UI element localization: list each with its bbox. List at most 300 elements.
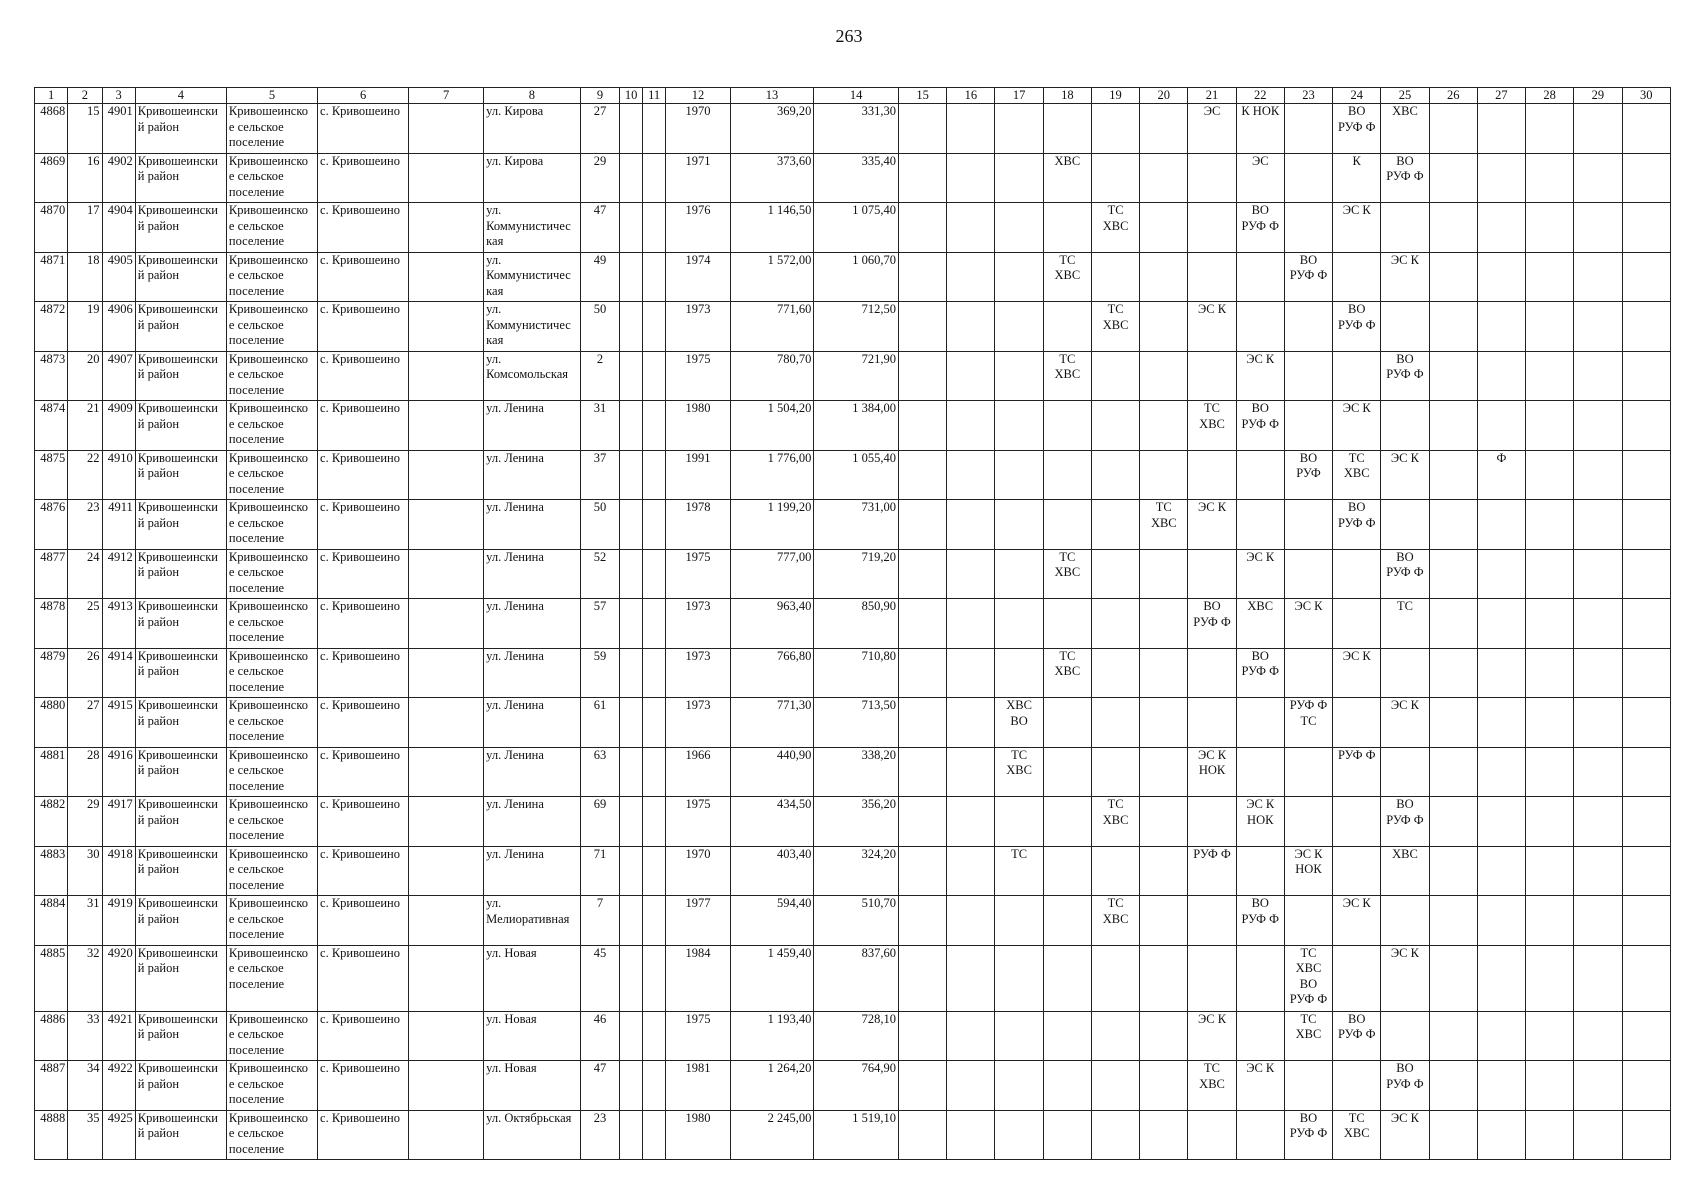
- table-row: [35, 351, 1671, 401]
- cell-col-15: [899, 747, 947, 797]
- cell-col-30: [1622, 1011, 1670, 1061]
- cell-col-13: 780,70: [730, 351, 814, 401]
- cell-col-28: [1526, 648, 1574, 698]
- column-header-29: 29: [1574, 88, 1622, 104]
- cell-col-20: [1140, 896, 1188, 946]
- cell-col-8: ул. Новая: [484, 1011, 580, 1061]
- cell-col-11: [642, 1110, 666, 1160]
- cell-col-30: [1622, 401, 1670, 451]
- cell-col-9: 7: [580, 896, 620, 946]
- cell-col-4: Кривошеински й район: [135, 252, 226, 302]
- cell-col-26: [1429, 549, 1477, 599]
- column-header-17: 17: [995, 88, 1043, 104]
- cell-col-21: [1188, 648, 1236, 698]
- cell-col-29: [1574, 1110, 1622, 1160]
- cell-col-8: ул. Ленина: [484, 500, 580, 550]
- cell-col-13: 2 245,00: [730, 1110, 814, 1160]
- cell-col-3: 4922: [102, 1061, 135, 1111]
- cell-col-26: [1429, 896, 1477, 946]
- cell-col-22: [1236, 1110, 1284, 1160]
- cell-col-8: ул. Октябрьская: [484, 1110, 580, 1160]
- cell-col-18: [1043, 401, 1091, 451]
- cell-col-22: [1236, 698, 1284, 748]
- cell-col-4: Кривошеински й район: [135, 846, 226, 896]
- cell-col-28: [1526, 1061, 1574, 1111]
- cell-col-14: 338,20: [814, 747, 899, 797]
- cell-col-4: Кривошеински й район: [135, 549, 226, 599]
- cell-col-20: [1140, 1061, 1188, 1111]
- cell-col-9: 27: [580, 104, 620, 154]
- cell-col-2: 22: [68, 450, 102, 500]
- table-row: [35, 203, 1671, 253]
- cell-col-4: Кривошеински й район: [135, 203, 226, 253]
- cell-col-7: [409, 599, 484, 649]
- cell-col-8: ул. Ленина: [484, 401, 580, 451]
- cell-col-18: [1043, 302, 1091, 352]
- cell-col-27: [1477, 846, 1525, 896]
- table-row: [35, 747, 1671, 797]
- cell-col-1: 4886: [35, 1011, 68, 1061]
- cell-col-22: ЭС К: [1236, 1061, 1284, 1111]
- cell-col-23: [1284, 104, 1332, 154]
- cell-col-22: ВО РУФ Ф: [1236, 896, 1284, 946]
- cell-col-23: [1284, 549, 1332, 599]
- column-header-6: 6: [318, 88, 409, 104]
- cell-col-28: [1526, 797, 1574, 847]
- cell-col-16: [947, 1061, 995, 1111]
- cell-col-28: [1526, 1110, 1574, 1160]
- cell-col-8: ул. Новая: [484, 1061, 580, 1111]
- cell-col-3: 4911: [102, 500, 135, 550]
- cell-col-15: [899, 401, 947, 451]
- cell-col-5: Кривошеинско е сельское поселение: [226, 599, 317, 649]
- cell-col-5: Кривошеинско е сельское поселение: [226, 1061, 317, 1111]
- cell-col-29: [1574, 203, 1622, 253]
- cell-col-6: с. Кривошеино: [318, 302, 409, 352]
- cell-col-26: [1429, 698, 1477, 748]
- cell-col-26: [1429, 1061, 1477, 1111]
- cell-col-28: [1526, 500, 1574, 550]
- cell-col-7: [409, 846, 484, 896]
- cell-col-7: [409, 648, 484, 698]
- cell-col-23: ТС ХВС: [1284, 1011, 1332, 1061]
- cell-col-21: ТС ХВС: [1188, 401, 1236, 451]
- table-row: [35, 252, 1671, 302]
- cell-col-18: [1043, 945, 1091, 1011]
- cell-col-23: ВО РУФ: [1284, 450, 1332, 500]
- cell-col-9: 63: [580, 747, 620, 797]
- cell-col-3: 4914: [102, 648, 135, 698]
- cell-col-13: 1 199,20: [730, 500, 814, 550]
- cell-col-24: РУФ Ф: [1333, 747, 1381, 797]
- cell-col-20: [1140, 1110, 1188, 1160]
- cell-col-12: 1981: [666, 1061, 730, 1111]
- cell-col-17: [995, 203, 1043, 253]
- cell-col-4: Кривошеински й район: [135, 351, 226, 401]
- cell-col-30: [1622, 351, 1670, 401]
- cell-col-6: с. Кривошеино: [318, 401, 409, 451]
- cell-col-28: [1526, 945, 1574, 1011]
- cell-col-7: [409, 747, 484, 797]
- cell-col-7: [409, 1110, 484, 1160]
- cell-col-27: [1477, 797, 1525, 847]
- cell-col-16: [947, 797, 995, 847]
- cell-col-28: [1526, 1011, 1574, 1061]
- cell-col-25: ЭС К: [1381, 698, 1429, 748]
- cell-col-13: 1 264,20: [730, 1061, 814, 1111]
- cell-col-17: [995, 153, 1043, 203]
- cell-col-20: [1140, 351, 1188, 401]
- cell-col-9: 2: [580, 351, 620, 401]
- cell-col-17: [995, 599, 1043, 649]
- cell-col-2: 33: [68, 1011, 102, 1061]
- cell-col-10: [620, 945, 643, 1011]
- cell-col-8: ул. Коммунистичес кая: [484, 252, 580, 302]
- cell-col-27: [1477, 252, 1525, 302]
- cell-col-21: [1188, 450, 1236, 500]
- cell-col-9: 46: [580, 1011, 620, 1061]
- cell-col-18: ХВС: [1043, 153, 1091, 203]
- cell-col-16: [947, 401, 995, 451]
- cell-col-1: 4870: [35, 203, 68, 253]
- cell-col-13: 369,20: [730, 104, 814, 154]
- cell-col-13: 434,50: [730, 797, 814, 847]
- cell-col-4: Кривошеински й район: [135, 698, 226, 748]
- cell-col-18: ТС ХВС: [1043, 252, 1091, 302]
- cell-col-27: [1477, 747, 1525, 797]
- cell-col-14: 713,50: [814, 698, 899, 748]
- cell-col-19: [1091, 945, 1139, 1011]
- cell-col-26: [1429, 401, 1477, 451]
- cell-col-10: [620, 252, 643, 302]
- cell-col-2: 24: [68, 549, 102, 599]
- table-row: [35, 1061, 1671, 1111]
- cell-col-7: [409, 252, 484, 302]
- cell-col-23: РУФ Ф ТС: [1284, 698, 1332, 748]
- cell-col-21: [1188, 945, 1236, 1011]
- cell-col-2: 31: [68, 896, 102, 946]
- cell-col-26: [1429, 153, 1477, 203]
- cell-col-12: 1973: [666, 599, 730, 649]
- cell-col-30: [1622, 153, 1670, 203]
- cell-col-23: [1284, 351, 1332, 401]
- cell-col-28: [1526, 153, 1574, 203]
- cell-col-28: [1526, 599, 1574, 649]
- cell-col-30: [1622, 648, 1670, 698]
- cell-col-22: [1236, 500, 1284, 550]
- cell-col-3: 4906: [102, 302, 135, 352]
- cell-col-18: [1043, 1011, 1091, 1061]
- cell-col-3: 4916: [102, 747, 135, 797]
- cell-col-11: [642, 104, 666, 154]
- cell-col-8: ул. Комсомольская: [484, 351, 580, 401]
- cell-col-5: Кривошеинско е сельское поселение: [226, 450, 317, 500]
- cell-col-18: [1043, 599, 1091, 649]
- cell-col-6: с. Кривошеино: [318, 945, 409, 1011]
- cell-col-12: 1973: [666, 648, 730, 698]
- table-row: [35, 500, 1671, 550]
- cell-col-16: [947, 549, 995, 599]
- cell-col-24: ВО РУФ Ф: [1333, 1011, 1381, 1061]
- table-row: [35, 945, 1671, 1011]
- cell-col-29: [1574, 698, 1622, 748]
- cell-col-7: [409, 302, 484, 352]
- cell-col-21: ЭС: [1188, 104, 1236, 154]
- cell-col-24: ЭС К: [1333, 896, 1381, 946]
- cell-col-7: [409, 401, 484, 451]
- cell-col-17: [995, 1110, 1043, 1160]
- cell-col-15: [899, 203, 947, 253]
- cell-col-11: [642, 450, 666, 500]
- cell-col-24: [1333, 599, 1381, 649]
- cell-col-21: [1188, 153, 1236, 203]
- cell-col-1: 4880: [35, 698, 68, 748]
- cell-col-30: [1622, 203, 1670, 253]
- cell-col-3: 4919: [102, 896, 135, 946]
- cell-col-13: 963,40: [730, 599, 814, 649]
- cell-col-11: [642, 351, 666, 401]
- cell-col-24: ЭС К: [1333, 203, 1381, 253]
- cell-col-17: [995, 549, 1043, 599]
- cell-col-2: 17: [68, 203, 102, 253]
- cell-col-9: 50: [580, 500, 620, 550]
- cell-col-19: [1091, 401, 1139, 451]
- cell-col-8: ул. Коммунистичес кая: [484, 203, 580, 253]
- cell-col-29: [1574, 648, 1622, 698]
- column-header-18: 18: [1043, 88, 1091, 104]
- cell-col-9: 57: [580, 599, 620, 649]
- cell-col-6: с. Кривошеино: [318, 252, 409, 302]
- cell-col-11: [642, 302, 666, 352]
- cell-col-29: [1574, 104, 1622, 154]
- cell-col-6: с. Кривошеино: [318, 1110, 409, 1160]
- cell-col-26: [1429, 500, 1477, 550]
- cell-col-17: ТС ХВС: [995, 747, 1043, 797]
- cell-col-30: [1622, 252, 1670, 302]
- cell-col-25: [1381, 401, 1429, 451]
- cell-col-4: Кривошеински й район: [135, 797, 226, 847]
- cell-col-29: [1574, 945, 1622, 1011]
- cell-col-17: [995, 797, 1043, 847]
- cell-col-6: с. Кривошеино: [318, 648, 409, 698]
- column-header-20: 20: [1140, 88, 1188, 104]
- cell-col-15: [899, 104, 947, 154]
- cell-col-22: ХВС: [1236, 599, 1284, 649]
- cell-col-6: с. Кривошеино: [318, 896, 409, 946]
- cell-col-9: 29: [580, 153, 620, 203]
- cell-col-15: [899, 648, 947, 698]
- column-header-4: 4: [135, 88, 226, 104]
- cell-col-30: [1622, 599, 1670, 649]
- cell-col-6: с. Кривошеино: [318, 500, 409, 550]
- cell-col-18: [1043, 500, 1091, 550]
- cell-col-8: ул. Ленина: [484, 549, 580, 599]
- cell-col-24: ТС ХВС: [1333, 1110, 1381, 1160]
- cell-col-26: [1429, 945, 1477, 1011]
- cell-col-22: ЭС К НОК: [1236, 797, 1284, 847]
- cell-col-2: 16: [68, 153, 102, 203]
- cell-col-9: 23: [580, 1110, 620, 1160]
- cell-col-12: 1974: [666, 252, 730, 302]
- cell-col-2: 27: [68, 698, 102, 748]
- table-row: [35, 698, 1671, 748]
- cell-col-2: 15: [68, 104, 102, 154]
- cell-col-12: 1970: [666, 104, 730, 154]
- cell-col-24: [1333, 945, 1381, 1011]
- cell-col-26: [1429, 104, 1477, 154]
- cell-col-2: 34: [68, 1061, 102, 1111]
- cell-col-20: ТС ХВС: [1140, 500, 1188, 550]
- cell-col-12: 1976: [666, 203, 730, 253]
- cell-col-10: [620, 846, 643, 896]
- cell-col-27: [1477, 549, 1525, 599]
- cell-col-27: [1477, 104, 1525, 154]
- cell-col-25: [1381, 500, 1429, 550]
- cell-col-2: 25: [68, 599, 102, 649]
- cell-col-17: [995, 648, 1043, 698]
- cell-col-14: 324,20: [814, 846, 899, 896]
- cell-col-15: [899, 450, 947, 500]
- cell-col-1: 4875: [35, 450, 68, 500]
- cell-col-22: ВО РУФ Ф: [1236, 203, 1284, 253]
- cell-col-17: [995, 945, 1043, 1011]
- cell-col-15: [899, 1011, 947, 1061]
- table-row: [35, 153, 1671, 203]
- cell-col-17: [995, 450, 1043, 500]
- cell-col-4: Кривошеински й район: [135, 401, 226, 451]
- cell-col-3: 4901: [102, 104, 135, 154]
- cell-col-14: 731,00: [814, 500, 899, 550]
- cell-col-20: [1140, 945, 1188, 1011]
- cell-col-19: [1091, 252, 1139, 302]
- cell-col-14: 764,90: [814, 1061, 899, 1111]
- cell-col-5: Кривошеинско е сельское поселение: [226, 302, 317, 352]
- cell-col-4: Кривошеински й район: [135, 1011, 226, 1061]
- cell-col-25: [1381, 648, 1429, 698]
- cell-col-11: [642, 797, 666, 847]
- cell-col-19: [1091, 450, 1139, 500]
- cell-col-9: 52: [580, 549, 620, 599]
- cell-col-9: 59: [580, 648, 620, 698]
- cell-col-19: [1091, 1110, 1139, 1160]
- cell-col-23: ЭС К: [1284, 599, 1332, 649]
- cell-col-12: 1973: [666, 698, 730, 748]
- cell-col-25: ВО РУФ Ф: [1381, 549, 1429, 599]
- cell-col-16: [947, 599, 995, 649]
- cell-col-24: ВО РУФ Ф: [1333, 302, 1381, 352]
- cell-col-21: [1188, 549, 1236, 599]
- cell-col-19: [1091, 648, 1139, 698]
- cell-col-25: [1381, 1011, 1429, 1061]
- cell-col-5: Кривошеинско е сельское поселение: [226, 846, 317, 896]
- cell-col-4: Кривошеински й район: [135, 104, 226, 154]
- cell-col-6: с. Кривошеино: [318, 747, 409, 797]
- cell-col-12: 1977: [666, 896, 730, 946]
- cell-col-27: [1477, 1061, 1525, 1111]
- cell-col-29: [1574, 1061, 1622, 1111]
- cell-col-10: [620, 1110, 643, 1160]
- cell-col-17: [995, 896, 1043, 946]
- cell-col-28: [1526, 302, 1574, 352]
- cell-col-1: 4885: [35, 945, 68, 1011]
- cell-col-12: 1991: [666, 450, 730, 500]
- cell-col-9: 31: [580, 401, 620, 451]
- cell-col-25: ЭС К: [1381, 945, 1429, 1011]
- cell-col-26: [1429, 846, 1477, 896]
- cell-col-29: [1574, 302, 1622, 352]
- cell-col-17: [995, 351, 1043, 401]
- cell-col-12: 1971: [666, 153, 730, 203]
- cell-col-22: [1236, 747, 1284, 797]
- cell-col-27: [1477, 401, 1525, 451]
- cell-col-19: [1091, 104, 1139, 154]
- cell-col-18: [1043, 1061, 1091, 1111]
- column-header-28: 28: [1526, 88, 1574, 104]
- cell-col-10: [620, 599, 643, 649]
- cell-col-1: 4873: [35, 351, 68, 401]
- cell-col-10: [620, 401, 643, 451]
- cell-col-20: [1140, 846, 1188, 896]
- cell-col-28: [1526, 896, 1574, 946]
- cell-col-4: Кривошеински й район: [135, 747, 226, 797]
- cell-col-24: ТС ХВС: [1333, 450, 1381, 500]
- cell-col-18: [1043, 450, 1091, 500]
- table-row: [35, 450, 1671, 500]
- cell-col-7: [409, 203, 484, 253]
- cell-col-10: [620, 302, 643, 352]
- cell-col-30: [1622, 104, 1670, 154]
- cell-col-24: ВО РУФ Ф: [1333, 104, 1381, 154]
- cell-col-24: ЭС К: [1333, 401, 1381, 451]
- cell-col-4: Кривошеински й район: [135, 1061, 226, 1111]
- cell-col-22: [1236, 302, 1284, 352]
- cell-col-25: [1381, 302, 1429, 352]
- cell-col-1: 4871: [35, 252, 68, 302]
- cell-col-19: [1091, 846, 1139, 896]
- table-row: [35, 1110, 1671, 1160]
- cell-col-9: 47: [580, 203, 620, 253]
- cell-col-1: 4879: [35, 648, 68, 698]
- cell-col-13: 403,40: [730, 846, 814, 896]
- cell-col-27: [1477, 698, 1525, 748]
- cell-col-4: Кривошеински й район: [135, 153, 226, 203]
- cell-col-28: [1526, 351, 1574, 401]
- cell-col-21: ЭС К: [1188, 1011, 1236, 1061]
- cell-col-5: Кривошеинско е сельское поселение: [226, 648, 317, 698]
- cell-col-11: [642, 648, 666, 698]
- cell-col-1: 4877: [35, 549, 68, 599]
- column-header-14: 14: [814, 88, 899, 104]
- cell-col-20: [1140, 648, 1188, 698]
- cell-col-20: [1140, 747, 1188, 797]
- cell-col-14: 1 075,40: [814, 203, 899, 253]
- cell-col-16: [947, 153, 995, 203]
- cell-col-6: с. Кривошеино: [318, 351, 409, 401]
- column-header-5: 5: [226, 88, 317, 104]
- cell-col-5: Кривошеинско е сельское поселение: [226, 153, 317, 203]
- cell-col-15: [899, 500, 947, 550]
- page-number: 263: [835, 26, 863, 46]
- table-row: [35, 1011, 1671, 1061]
- cell-col-2: 23: [68, 500, 102, 550]
- cell-col-9: 71: [580, 846, 620, 896]
- cell-col-27: [1477, 1110, 1525, 1160]
- cell-col-3: 4910: [102, 450, 135, 500]
- cell-col-20: [1140, 153, 1188, 203]
- cell-col-13: 771,60: [730, 302, 814, 352]
- cell-col-3: 4917: [102, 797, 135, 847]
- cell-col-11: [642, 252, 666, 302]
